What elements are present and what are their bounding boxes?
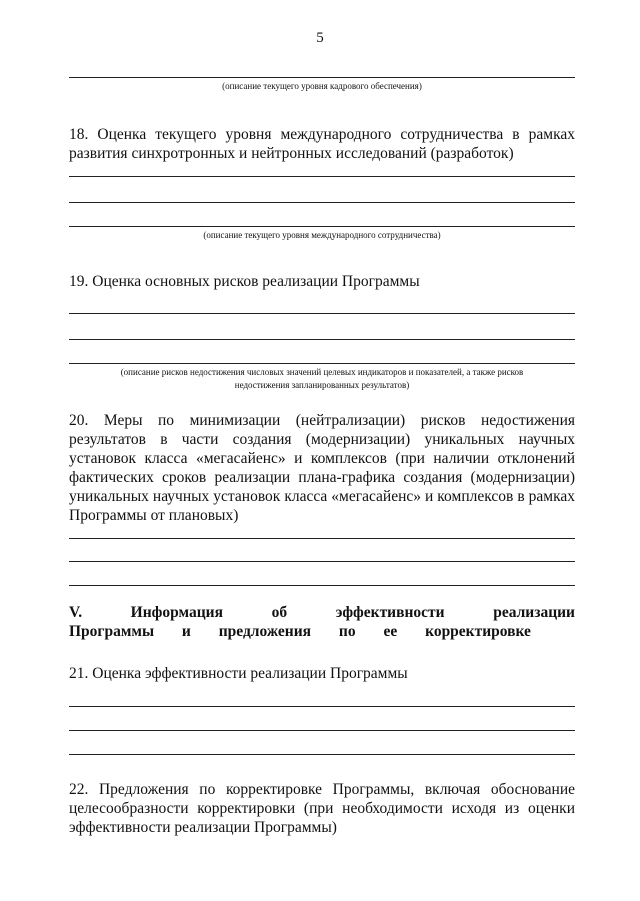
fill-line xyxy=(69,706,575,707)
item-21-text: 21. Оценка эффективности реализации Программы xyxy=(69,665,408,682)
fill-line xyxy=(69,754,575,755)
caption-intl: (описание текущего уровня международного сотрудничества) xyxy=(203,230,441,240)
fill-line xyxy=(69,77,575,78)
fill-line xyxy=(69,730,575,731)
item-20-text: 20. Меры по минимизации (нейтрализации) рисков недостижения результатов в части создания (модернизации) уникальных научных установок класса «мегасайенс» и комплексов (при наличии отклонений фактических сроков реализации плана-графика создания (модернизации) уникальных научных установок класса «мегасайенс» и комплексов в рамках Программы от плановых) xyxy=(69,412,575,524)
fill-line xyxy=(69,313,575,314)
item-18-text: 18. Оценка текущего уровня международного сотрудничества в рамках развития синхротронных и нейтронных исследований (разработок) xyxy=(69,126,575,162)
section-v-heading: V. Информация об эффективности реализации Программы и предложения по ее корректировке xyxy=(69,604,575,640)
item-22-text: 22. Предложения по корректировке Программы, включая обоснование целесообразности корректировки (при необходимости исходя из оценки эффективности реализации Программы) xyxy=(69,781,575,836)
fill-line xyxy=(69,538,575,539)
fill-line xyxy=(69,339,575,340)
fill-line xyxy=(69,561,575,562)
item-19-text: 19. Оценка основных рисков реализации Программы xyxy=(69,273,420,290)
caption-risks-line1: (описание рисков недостижения числовых значений целевых индикаторов и показателей, а также рисков xyxy=(120,367,524,377)
page-number: 5 xyxy=(316,30,324,46)
fill-line xyxy=(69,176,575,177)
caption-risks-line2: недостижения запланированных результатов) xyxy=(234,380,410,390)
fill-line xyxy=(69,202,575,203)
caption-staffing: (описание текущего уровня кадрового обеспечения) xyxy=(222,81,422,91)
fill-line xyxy=(69,585,575,586)
fill-line xyxy=(69,226,575,227)
fill-line xyxy=(69,363,575,364)
